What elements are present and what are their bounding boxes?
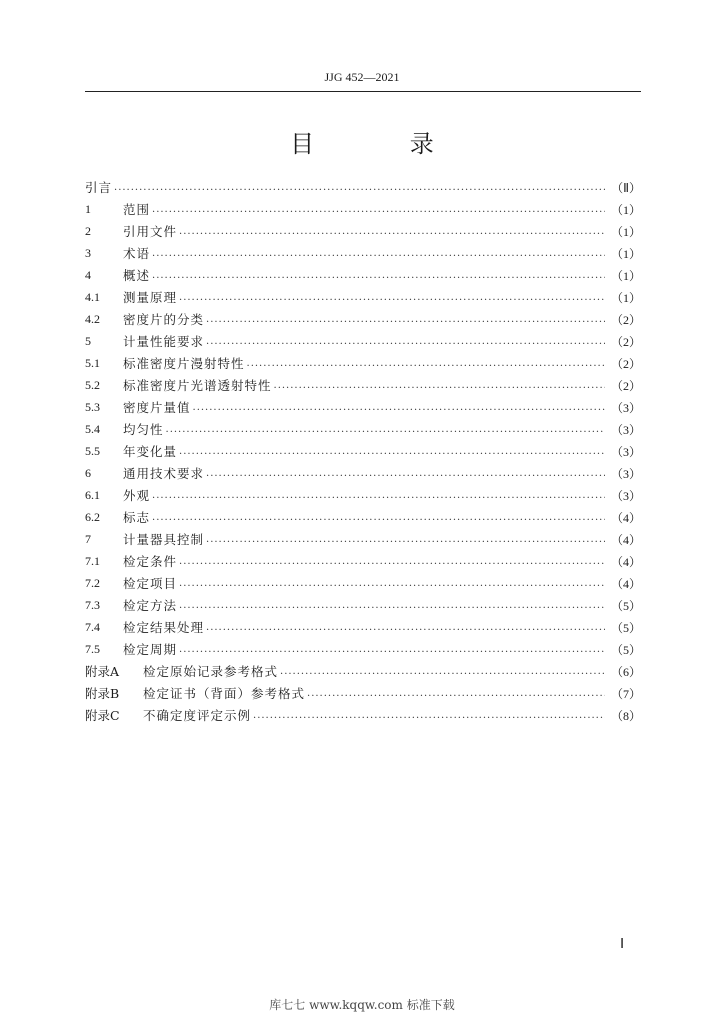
page-number: Ⅰ: [620, 937, 625, 952]
toc-entry[interactable]: [85, 594, 641, 616]
page-title: 目 录: [290, 130, 478, 158]
toc-leader-dots: [179, 600, 605, 611]
toc-entry-label: 检定原始记录参考格式: [143, 664, 279, 679]
toc-entry-page: （4）: [610, 532, 641, 547]
toc-entry-page: （2）: [610, 334, 641, 349]
toc-entry[interactable]: [85, 572, 641, 594]
toc-leader-dots: [274, 380, 605, 391]
toc-entry-page: （2）: [610, 378, 641, 393]
toc-entry[interactable]: [85, 616, 641, 638]
toc-entry-page: （1）: [610, 290, 641, 305]
toc-leader-dots: [206, 622, 605, 633]
toc-entry-number: 1: [85, 201, 91, 216]
toc-entry-page: （3）: [610, 488, 641, 503]
toc-entry-number: 3: [85, 245, 91, 260]
toc-entry-label: 检定结果处理: [123, 620, 205, 635]
toc-entry-number: 6: [85, 465, 91, 480]
toc-entry-page: （5）: [610, 620, 641, 635]
toc-entry-page: （4）: [610, 554, 641, 569]
toc-entry-number: 5.3: [85, 399, 100, 414]
toc-entry-number: 5: [85, 333, 91, 348]
toc-entry[interactable]: [85, 198, 641, 220]
toc-leader-dots: [280, 666, 605, 677]
toc-entry[interactable]: [85, 528, 641, 550]
toc-entry-page: （5）: [610, 598, 641, 613]
toc-entry-label: 标准密度片光谱透射特性: [123, 378, 272, 393]
toc-entry-number: 7: [85, 531, 91, 546]
toc-leader-dots: [206, 468, 605, 479]
toc-entry-page: （6）: [610, 664, 641, 679]
toc-entry[interactable]: [85, 374, 641, 396]
toc-entry-page: （4）: [610, 510, 641, 525]
toc-leader-dots: [179, 446, 605, 457]
toc-entry[interactable]: [85, 352, 641, 374]
toc-entry-number: 4: [85, 267, 91, 282]
toc-entry-label: 通用技术要求: [123, 466, 205, 481]
toc-leader-dots: [247, 358, 605, 369]
toc-leader-dots: [253, 710, 605, 721]
toc-entry[interactable]: [85, 264, 641, 286]
toc-entry-page: （2）: [610, 312, 641, 327]
toc-entry-page: （3）: [610, 466, 641, 481]
toc-entry[interactable]: [85, 440, 641, 462]
toc-entry[interactable]: [85, 660, 641, 682]
toc-entry-page: （5）: [610, 642, 641, 657]
toc-leader-dots: [179, 292, 605, 303]
toc-entry-label: 外观: [123, 488, 151, 503]
toc-entry-label: 范围: [123, 202, 151, 217]
toc-entry-page: （3）: [610, 444, 641, 459]
toc-entry[interactable]: [85, 506, 641, 528]
document-code: JJG 452—2021: [324, 70, 400, 84]
toc-entry-number: 7.2: [85, 575, 100, 590]
toc-entry-page: （1）: [610, 224, 641, 239]
toc-entry[interactable]: [85, 220, 641, 242]
toc-entry-number: 2: [85, 223, 91, 238]
toc-leader-dots: [152, 270, 605, 281]
toc-entry-label: 引用文件: [123, 224, 178, 239]
toc-entry-number: 7.5: [85, 641, 100, 656]
toc-leader-dots: [152, 204, 605, 215]
toc-entry[interactable]: [85, 396, 641, 418]
toc-entry-number: 附录A: [85, 664, 120, 679]
toc-entry[interactable]: [85, 418, 641, 440]
toc-leader-dots: [307, 688, 605, 699]
toc-entry[interactable]: [85, 484, 641, 506]
table-of-contents: [85, 176, 641, 726]
toc-entry[interactable]: [85, 330, 641, 352]
toc-entry-number: 7.4: [85, 619, 100, 634]
toc-entry-number: 5.4: [85, 421, 100, 436]
toc-entry-page: （3）: [610, 400, 641, 415]
toc-entry-label: 计量器具控制: [123, 532, 205, 547]
toc-entry-number: 4.1: [85, 289, 100, 304]
toc-leader-dots: [114, 182, 605, 193]
toc-entry-label: 年变化量: [123, 444, 178, 459]
toc-entry-label: 测量原理: [123, 290, 178, 305]
toc-leader-dots: [193, 402, 605, 413]
toc-entry-label: 不确定度评定示例: [143, 708, 252, 723]
toc-entry[interactable]: [85, 682, 641, 704]
toc-entry-page: （1）: [610, 246, 641, 261]
toc-leader-dots: [179, 644, 605, 655]
header-rule: [85, 91, 641, 92]
toc-leader-dots: [152, 490, 605, 501]
toc-entry[interactable]: [85, 550, 641, 572]
toc-leader-dots: [179, 556, 605, 567]
toc-entry-number: 5.2: [85, 377, 100, 392]
toc-entry[interactable]: [85, 176, 641, 198]
toc-entry-label: 检定周期: [123, 642, 178, 657]
toc-leader-dots: [166, 424, 605, 435]
toc-entry-number: 4.2: [85, 311, 100, 326]
toc-entry[interactable]: [85, 462, 641, 484]
toc-entry-label: 检定方法: [123, 598, 178, 613]
toc-entry-number: 附录B: [85, 686, 120, 701]
toc-leader-dots: [152, 248, 605, 259]
toc-entry-number: 7.3: [85, 597, 100, 612]
toc-entry[interactable]: [85, 308, 641, 330]
toc-leader-dots: [206, 314, 605, 325]
toc-entry-page: （2）: [610, 356, 641, 371]
toc-entry-number: 6.2: [85, 509, 100, 524]
toc-leader-dots: [206, 336, 605, 347]
toc-entry[interactable]: [85, 704, 641, 726]
toc-entry-number: 附录C: [85, 708, 120, 723]
toc-entry-label: 密度片量值: [123, 400, 191, 415]
toc-entry-page: （3）: [610, 422, 641, 437]
toc-entry-label: 标准密度片漫射特性: [123, 356, 245, 371]
toc-entry-page: （7）: [610, 686, 641, 701]
toc-leader-dots: [179, 226, 605, 237]
toc-leader-dots: [152, 512, 605, 523]
toc-entry-label: 密度片的分类: [123, 312, 205, 327]
toc-entry-number: 7.1: [85, 553, 100, 568]
toc-leader-dots: [206, 534, 605, 545]
toc-entry-number: 6.1: [85, 487, 100, 502]
toc-entry[interactable]: [85, 638, 641, 660]
toc-entry-label: 检定项目: [123, 576, 178, 591]
toc-leader-dots: [179, 578, 605, 589]
toc-entry-number: 5.5: [85, 443, 100, 458]
toc-entry-page: （1）: [610, 268, 641, 283]
toc-entry-page: （Ⅱ）: [611, 180, 641, 195]
toc-entry-label: 概述: [123, 268, 151, 283]
toc-entry[interactable]: [85, 242, 641, 264]
toc-entry-label: 术语: [123, 246, 151, 261]
toc-entry-page: （8）: [610, 708, 641, 723]
watermark-text: 库七七 www.kqqw.com 标准下载: [269, 998, 455, 1012]
toc-entry-label: 检定证书（背面）参考格式: [143, 686, 306, 701]
toc-entry[interactable]: [85, 286, 641, 308]
toc-entry-label: 计量性能要求: [123, 334, 205, 349]
toc-entry-label: 标志: [123, 510, 151, 525]
toc-entry-label: 检定条件: [123, 554, 178, 569]
toc-entry-label: 引言: [85, 180, 113, 195]
toc-entry-page: （1）: [610, 202, 641, 217]
toc-entry-label: 均匀性: [123, 422, 164, 437]
toc-entry-number: 5.1: [85, 355, 100, 370]
toc-entry-page: （4）: [610, 576, 641, 591]
